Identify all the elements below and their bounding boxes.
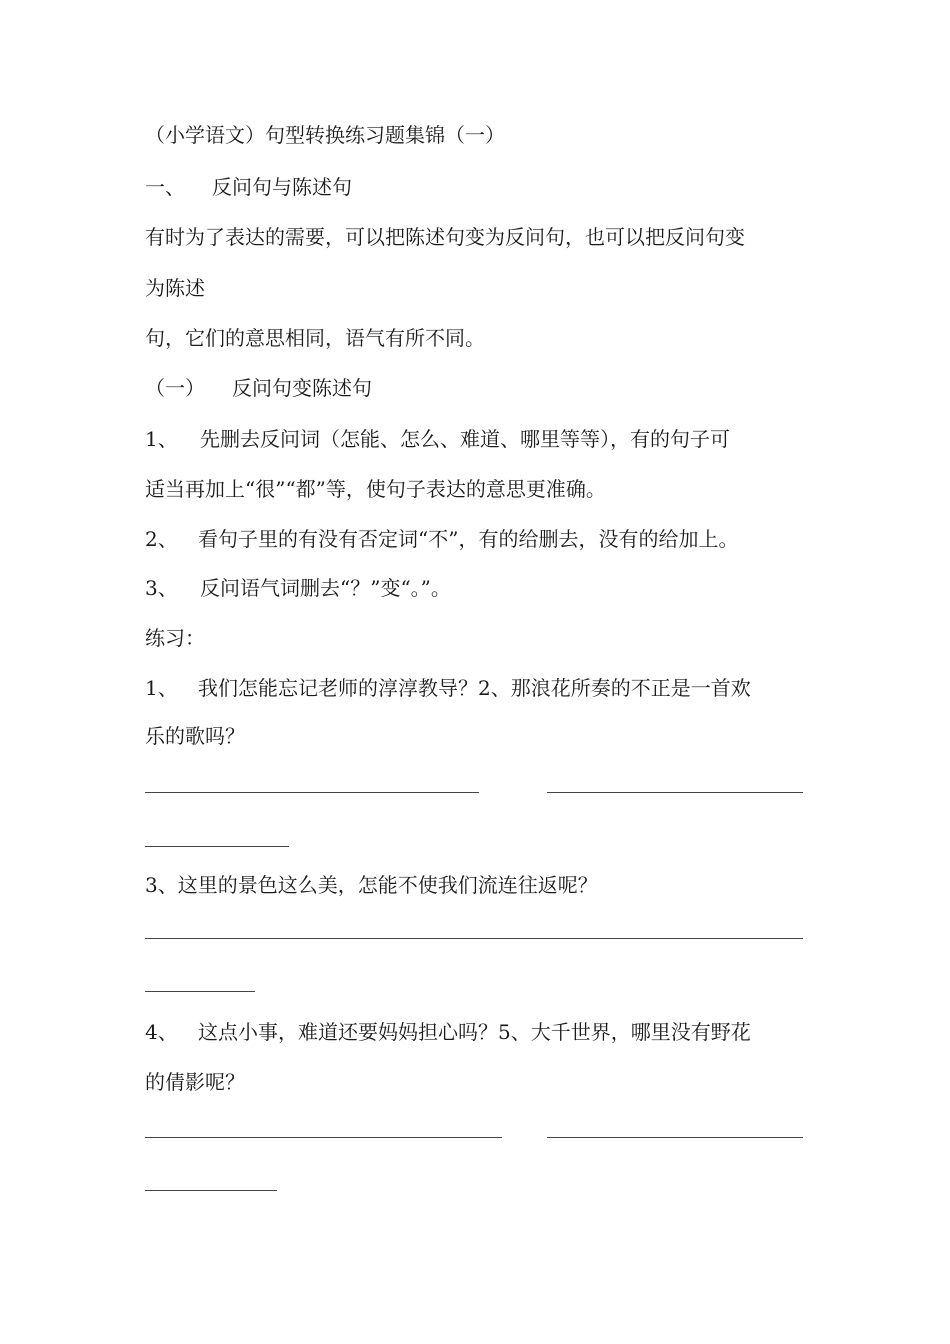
exercise-1-number: 1、: [145, 676, 178, 700]
exercise-4-number: 4、: [145, 1020, 178, 1044]
intro-line-2: 为陈述: [145, 276, 205, 300]
exercise-3-text: 3、这里的景色这么美，怎能不使我们流连往返呢？: [145, 873, 598, 897]
section-heading-number: 一、: [145, 175, 185, 199]
answer-line-5-continuation[interactable]: [145, 1190, 277, 1191]
rule-3-text: 反问语气词删去“？”变“。”。: [200, 576, 451, 600]
subsection-text: 反问句变陈述句: [232, 376, 372, 400]
rule-2-number: 2、: [145, 527, 178, 551]
rule-1-continuation: 适当再加上“很”“都”等，使句子表达的意思更准确。: [145, 477, 606, 501]
exercise-4-continuation: 的倩影呢？: [145, 1070, 245, 1094]
intro-line-3: 句，它们的意思相同，语气有所不同。: [145, 326, 485, 350]
exercise-1-text: 我们怎能忘记老师的淳淳教导？2、那浪花所奏的不正是一首欢: [198, 676, 751, 700]
section-heading-text: 反问句与陈述句: [212, 175, 352, 199]
answer-line-2-continuation[interactable]: [145, 846, 289, 847]
answer-line-3[interactable]: [145, 938, 803, 939]
exercise-1-continuation: 乐的歌吗？: [145, 724, 245, 748]
practice-label: 练习：: [145, 626, 205, 650]
rule-2-text: 看句子里的有没有否定词“不”，有的给删去，没有的给加上。: [198, 527, 739, 551]
answer-line-1[interactable]: [145, 792, 479, 793]
subsection-number: （一）: [145, 376, 205, 400]
intro-line-1: 有时为了表达的需要，可以把陈述句变为反问句，也可以把反问句变: [145, 225, 745, 249]
answer-line-4[interactable]: [145, 1137, 502, 1138]
rule-3-number: 3、: [145, 576, 178, 600]
document-title: （小学语文）句型转换练习题集锦（一）: [145, 123, 505, 147]
answer-line-2[interactable]: [547, 792, 803, 793]
answer-line-3-continuation[interactable]: [145, 991, 255, 992]
rule-1-number: 1、: [145, 427, 178, 451]
answer-line-5[interactable]: [547, 1137, 803, 1138]
exercise-4-text: 这点小事，难道还要妈妈担心吗？5、大千世界，哪里没有野花: [198, 1020, 751, 1044]
rule-1-text: 先删去反问词（怎能、怎么、难道、哪里等等），有的句子可: [200, 427, 730, 451]
